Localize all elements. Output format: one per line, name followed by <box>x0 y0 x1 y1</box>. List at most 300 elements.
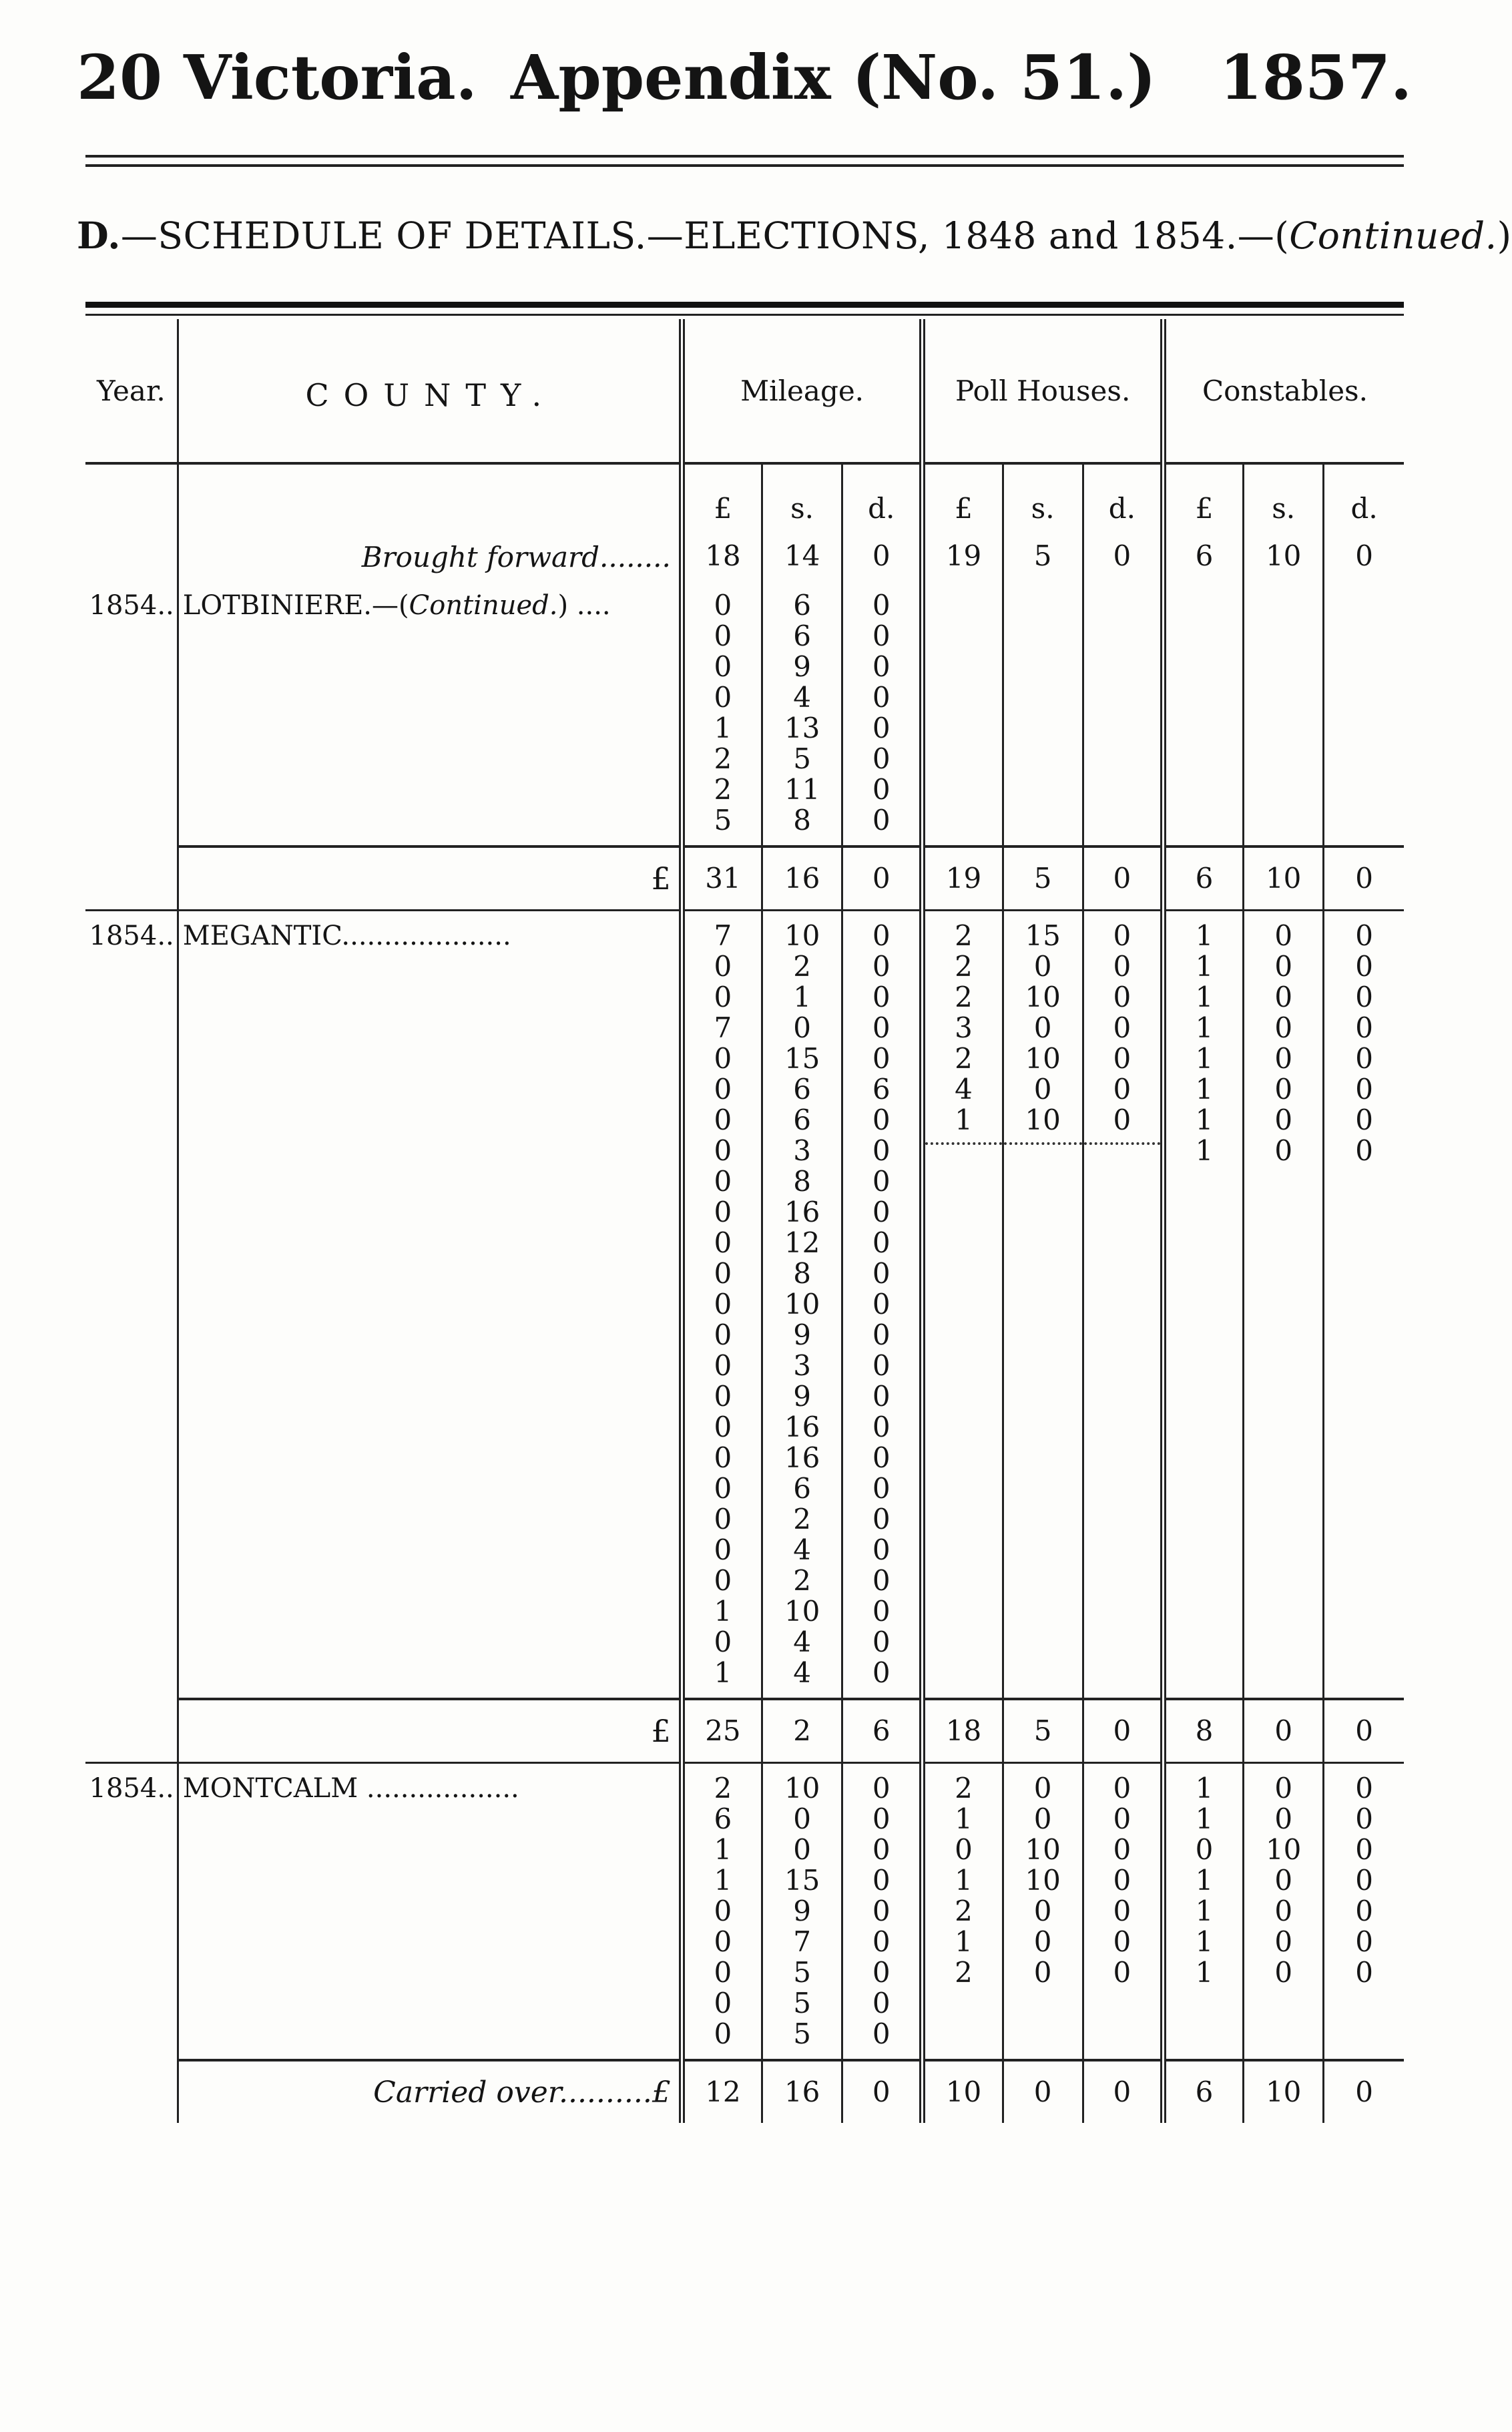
poll-pounds-value: 2 <box>955 1042 973 1075</box>
mileage-pence-value: 0 <box>872 1257 891 1290</box>
poll-shillings-value: 0 <box>1033 1956 1052 1989</box>
county-name-suffix: ) .... <box>557 590 611 621</box>
poll-pounds-value: 1 <box>955 1104 973 1136</box>
mileage-pounds-value: 0 <box>714 1503 732 1535</box>
poll-dotted-filler <box>1084 1136 1160 1145</box>
mileage-shillings-value: 5 <box>793 2017 811 2050</box>
mileage-pence-value: 0 <box>872 1956 891 1989</box>
unit-pounds: £ <box>923 463 1003 531</box>
mileage-pence-value: 0 <box>872 650 891 683</box>
mileage-pounds-column <box>682 581 762 846</box>
constables-pounds-value: 1 <box>1195 1956 1214 1989</box>
mileage-pounds-value: 0 <box>714 1411 732 1443</box>
mileage-pounds-value: 0 <box>714 1165 732 1198</box>
total-year-blank <box>85 846 178 911</box>
total-poll-pounds: 19 <box>923 846 1003 911</box>
constables-shillings-value: 10 <box>1265 1833 1302 1866</box>
mileage-pence-value: 0 <box>872 1925 891 1958</box>
poll-pence-value: 0 <box>1113 1073 1131 1106</box>
mileage-shillings-value: 15 <box>784 1042 820 1075</box>
poll-pence-value: 0 <box>1113 1772 1131 1804</box>
poll-shillings-value: 10 <box>1025 1833 1061 1866</box>
constables-pence-value: 0 <box>1355 919 1373 952</box>
constables-pence-value: 0 <box>1355 1864 1373 1897</box>
poll-shillings-value: 0 <box>1033 1925 1052 1958</box>
mileage-pounds-value: 0 <box>714 1380 732 1413</box>
unit-row <box>85 463 1404 531</box>
mileage-pounds-value: 1 <box>714 1595 732 1628</box>
mileage-shillings-value: 5 <box>793 742 811 775</box>
mileage-pounds-value: 0 <box>714 1987 732 2019</box>
county-section <box>85 581 1404 846</box>
poll-shillings-column <box>1003 581 1083 846</box>
col-poll-houses: Poll Houses. <box>923 319 1164 463</box>
mileage-shillings-value: 16 <box>784 1196 820 1228</box>
constables-shillings-value: 0 <box>1274 1802 1293 1835</box>
poll-pounds-value: 2 <box>955 1895 973 1927</box>
poll-pence-value: 0 <box>1113 919 1131 952</box>
mileage-pounds-value: 0 <box>714 1257 732 1290</box>
constables-pounds-value: 1 <box>1195 1104 1214 1136</box>
poll-pounds-value: 2 <box>955 1956 973 1989</box>
mileage-pence-value: 0 <box>872 1864 891 1897</box>
poll-dotted-filler <box>1004 1136 1082 1145</box>
header-rule-top <box>85 155 1404 158</box>
mileage-shillings-column <box>762 911 842 1699</box>
unit-shillings: s. <box>762 463 842 531</box>
total-mileage-pounds: 25 <box>682 1699 762 1763</box>
county-year: 1854.. <box>89 590 174 621</box>
bf-mileage-pence: 0 <box>842 531 923 581</box>
poll-pence-value: 0 <box>1113 1864 1131 1897</box>
column-header-row <box>85 319 1404 463</box>
mileage-pounds-value: 0 <box>714 1533 732 1566</box>
constables-shillings-value: 0 <box>1274 1772 1293 1804</box>
mileage-pence-value: 0 <box>872 681 891 714</box>
constables-shillings-column <box>1244 1764 1324 2060</box>
mileage-shillings-value: 15 <box>784 1864 820 1897</box>
county-name-italic: Continued. <box>409 590 558 621</box>
constables-pence-value: 0 <box>1355 1802 1373 1835</box>
total-poll-pence: 0 <box>1083 1699 1163 1763</box>
constables-pence-value: 0 <box>1355 1895 1373 1927</box>
mileage-pounds-value: 0 <box>714 1134 732 1167</box>
mileage-pounds-column <box>682 911 762 1699</box>
mileage-pounds-value: 0 <box>714 1895 732 1927</box>
mileage-pence-column <box>842 911 923 1699</box>
mileage-pounds-value: 0 <box>714 1626 732 1658</box>
mileage-shillings-value: 2 <box>793 1564 811 1597</box>
constables-pence-value: 0 <box>1355 1011 1373 1044</box>
mileage-pence-value: 0 <box>872 2017 891 2050</box>
mileage-pence-value: 0 <box>872 1503 891 1535</box>
mileage-pence-value: 0 <box>872 1042 891 1075</box>
mileage-pence-value: 0 <box>872 1134 891 1167</box>
constables-pounds-value: 1 <box>1195 1772 1214 1804</box>
mileage-pence-value: 0 <box>872 1196 891 1228</box>
poll-pounds-value: 2 <box>955 1772 973 1804</box>
poll-shillings-value: 10 <box>1025 1864 1061 1897</box>
total-constables-pence: 0 <box>1324 846 1404 911</box>
brought-forward-row <box>85 531 1404 581</box>
mileage-pounds-value: 0 <box>714 1318 732 1351</box>
mileage-pounds-value: 0 <box>714 1349 732 1382</box>
total-mileage-pence: 6 <box>842 1699 923 1763</box>
mileage-shillings-value: 16 <box>784 1411 820 1443</box>
poll-pounds-value: 2 <box>955 950 973 983</box>
bf-constables-pounds: 6 <box>1163 531 1243 581</box>
total-poll-pounds: 18 <box>923 1699 1003 1763</box>
header-year: 1857. <box>1219 41 1412 113</box>
constables-pounds-value: 0 <box>1195 1833 1214 1866</box>
mileage-shillings-value: 9 <box>793 1895 811 1927</box>
poll-shillings-value: 0 <box>1033 1772 1052 1804</box>
constables-pence-value: 0 <box>1355 1925 1373 1958</box>
mileage-shillings-value: 2 <box>793 950 811 983</box>
section-total-row <box>85 1699 1404 1763</box>
constables-pence-column <box>1324 1764 1404 2060</box>
poll-shillings-column <box>1003 1764 1083 2060</box>
mileage-pence-value: 0 <box>872 1318 891 1351</box>
mileage-pounds-value: 0 <box>714 589 732 622</box>
schedule-title-suffix: ) <box>1497 214 1512 257</box>
mileage-shillings-value: 8 <box>793 1165 811 1198</box>
mileage-pence-value: 0 <box>872 1833 891 1866</box>
col-county: COUNTY. <box>178 319 682 463</box>
mileage-pence-value: 6 <box>872 1073 891 1106</box>
table-rule-thin <box>85 314 1404 316</box>
mileage-pence-value: 0 <box>872 1380 891 1413</box>
mileage-pounds-value: 2 <box>714 742 732 775</box>
poll-pounds-value: 2 <box>955 981 973 1013</box>
mileage-pounds-value: 0 <box>714 1956 732 1989</box>
mileage-pence-value: 0 <box>872 620 891 652</box>
poll-pounds-value: 1 <box>955 1864 973 1897</box>
total-mileage-shillings: 16 <box>762 2060 842 2123</box>
bf-poll-pence: 0 <box>1083 531 1163 581</box>
mileage-shillings-column <box>762 581 842 846</box>
mileage-pounds-column <box>682 1764 762 2060</box>
mileage-shillings-value: 1 <box>793 981 811 1013</box>
total-label: Carried over..........£ <box>178 2060 682 2123</box>
schedule-title-continued: Continued. <box>1289 214 1497 257</box>
constables-shillings-value: 0 <box>1274 1956 1293 1989</box>
constables-shillings-value: 0 <box>1274 1073 1293 1106</box>
total-poll-shillings: 5 <box>1003 1699 1083 1763</box>
constables-pounds-value: 1 <box>1195 1802 1214 1835</box>
unit-blank <box>178 463 682 531</box>
mileage-shillings-value: 0 <box>793 1833 811 1866</box>
mileage-pounds-value: 0 <box>714 1925 732 1958</box>
poll-shillings-value: 10 <box>1025 1042 1061 1075</box>
mileage-pounds-value: 0 <box>714 681 732 714</box>
constables-pounds-column <box>1163 581 1243 846</box>
mileage-shillings-column <box>762 1764 842 2060</box>
total-constables-pence: 0 <box>1324 2060 1404 2123</box>
mileage-shillings-value: 5 <box>793 1987 811 2019</box>
constables-pence-column <box>1324 581 1404 846</box>
poll-pence-column <box>1083 911 1163 1699</box>
mileage-pounds-value: 2 <box>714 1772 732 1804</box>
mileage-pence-value: 0 <box>872 1411 891 1443</box>
mileage-pounds-value: 7 <box>714 919 732 952</box>
total-mileage-pounds: 12 <box>682 2060 762 2123</box>
schedule-letter: D. <box>77 214 121 257</box>
county-year: 1854.. <box>89 1773 174 1804</box>
header-rule-bottom <box>85 164 1404 167</box>
total-mileage-shillings: 16 <box>762 846 842 911</box>
county-name-text: LOTBINIERE.—( <box>182 590 409 621</box>
poll-pence-column <box>1083 581 1163 846</box>
mileage-pence-value: 0 <box>872 804 891 836</box>
mileage-pounds-value: 5 <box>714 804 732 836</box>
poll-shillings-value: 0 <box>1033 1011 1052 1044</box>
county-name <box>178 1764 682 2060</box>
header-appendix: Appendix (No. 51.) <box>511 41 1156 113</box>
mileage-shillings-value: 9 <box>793 650 811 683</box>
mileage-pounds-value: 1 <box>714 712 732 744</box>
poll-pence-value: 0 <box>1113 1925 1131 1958</box>
poll-pence-value: 0 <box>1113 1895 1131 1927</box>
mileage-pence-value: 0 <box>872 1656 891 1689</box>
constables-pence-column <box>1324 911 1404 1699</box>
county-year: 1854.. <box>89 921 174 951</box>
mileage-pence-column <box>842 1764 923 2060</box>
constables-shillings-value: 0 <box>1274 1042 1293 1075</box>
constables-shillings-value: 0 <box>1274 950 1293 983</box>
poll-pounds-value: 1 <box>955 1925 973 1958</box>
mileage-shillings-value: 6 <box>793 1104 811 1136</box>
poll-pounds-value: 3 <box>955 1011 973 1044</box>
unit-shillings: s. <box>1244 463 1324 531</box>
mileage-shillings-value: 10 <box>784 1288 820 1320</box>
total-poll-pounds: 10 <box>923 2060 1003 2123</box>
col-constables: Constables. <box>1163 319 1404 463</box>
constables-shillings-value: 0 <box>1274 1864 1293 1897</box>
poll-pence-value: 0 <box>1113 1802 1131 1835</box>
mileage-pence-value: 0 <box>872 1165 891 1198</box>
constables-pounds-value: 1 <box>1195 981 1214 1013</box>
mileage-pence-value: 0 <box>872 1626 891 1658</box>
mileage-pounds-value: 0 <box>714 650 732 683</box>
mileage-shillings-value: 2 <box>793 1503 811 1535</box>
total-constables-pounds: 8 <box>1163 1699 1243 1763</box>
mileage-pounds-value: 2 <box>714 773 732 806</box>
constables-pence-value: 0 <box>1355 950 1373 983</box>
mileage-pounds-value: 0 <box>714 1042 732 1075</box>
mileage-pence-value: 0 <box>872 712 891 744</box>
mileage-pounds-value: 0 <box>714 1472 732 1505</box>
mileage-pence-value: 0 <box>872 919 891 952</box>
mileage-shillings-value: 5 <box>793 1956 811 1989</box>
brought-forward-label: Brought forward........ <box>178 531 682 581</box>
mileage-pounds-value: 7 <box>714 1011 732 1044</box>
total-year-blank <box>85 2060 178 2123</box>
mileage-pounds-value: 0 <box>714 981 732 1013</box>
poll-shillings-value: 10 <box>1025 1104 1061 1136</box>
bf-constables-shillings: 10 <box>1244 531 1324 581</box>
poll-shillings-value: 0 <box>1033 950 1052 983</box>
poll-dotted-filler <box>925 1136 1001 1145</box>
poll-shillings-value: 10 <box>1025 981 1061 1013</box>
mileage-shillings-value: 8 <box>793 804 811 836</box>
mileage-pounds-value: 0 <box>714 1073 732 1106</box>
constables-pounds-value: 1 <box>1195 1864 1214 1897</box>
mileage-pence-value: 0 <box>872 1802 891 1835</box>
constables-shillings-value: 0 <box>1274 1011 1293 1044</box>
mileage-pence-value: 0 <box>872 1011 891 1044</box>
constables-pounds-value: 1 <box>1195 1895 1214 1927</box>
mileage-pence-value: 0 <box>872 1288 891 1320</box>
poll-pence-value: 0 <box>1113 1956 1131 1989</box>
mileage-pence-value: 0 <box>872 1595 891 1628</box>
mileage-shillings-value: 4 <box>793 681 811 714</box>
poll-pounds-column <box>923 1764 1003 2060</box>
total-constables-pounds: 6 <box>1163 846 1243 911</box>
poll-pence-value: 0 <box>1113 1104 1131 1136</box>
mileage-shillings-value: 9 <box>793 1318 811 1351</box>
mileage-pence-value: 0 <box>872 1772 891 1804</box>
county-section <box>85 1764 1404 2060</box>
mileage-pounds-value: 1 <box>714 1833 732 1866</box>
county-section <box>85 911 1404 1699</box>
poll-shillings-value: 0 <box>1033 1895 1052 1927</box>
header-session: 20 Victoria. <box>77 41 477 113</box>
section-total-row <box>85 2060 1404 2123</box>
unit-pounds: £ <box>1163 463 1243 531</box>
constables-pounds-value: 1 <box>1195 1011 1214 1044</box>
total-constables-shillings: 10 <box>1244 2060 1324 2123</box>
mileage-pounds-value: 0 <box>714 1196 732 1228</box>
mileage-shillings-value: 6 <box>793 589 811 622</box>
constables-pounds-value: 1 <box>1195 1073 1214 1106</box>
bf-poll-pounds: 19 <box>923 531 1003 581</box>
mileage-shillings-value: 10 <box>784 919 820 952</box>
schedule-title <box>77 214 1512 257</box>
mileage-pence-value: 0 <box>872 1226 891 1259</box>
mileage-shillings-value: 4 <box>793 1626 811 1658</box>
mileage-pounds-value: 1 <box>714 1656 732 1689</box>
poll-pounds-value: 0 <box>955 1833 973 1866</box>
mileage-pence-value: 0 <box>872 950 891 983</box>
mileage-shillings-value: 3 <box>793 1134 811 1167</box>
constables-pounds-value: 1 <box>1195 1925 1214 1958</box>
mileage-pence-column <box>842 581 923 846</box>
constables-shillings-value: 0 <box>1274 1104 1293 1136</box>
constables-pounds-value: 1 <box>1195 950 1214 983</box>
mileage-shillings-value: 0 <box>793 1802 811 1835</box>
mileage-pence-value: 0 <box>872 1987 891 2019</box>
mileage-shillings-value: 4 <box>793 1533 811 1566</box>
total-year-blank <box>85 1699 178 1763</box>
poll-pounds-column <box>923 581 1003 846</box>
mileage-shillings-value: 6 <box>793 1472 811 1505</box>
total-mileage-shillings: 2 <box>762 1699 842 1763</box>
schedule-title-main: —SCHEDULE OF DETAILS.—ELECTIONS, 1848 and 1854.—( <box>120 214 1290 257</box>
mileage-pounds-value: 0 <box>714 620 732 652</box>
poll-pence-value: 0 <box>1113 1042 1131 1075</box>
poll-pence-value: 0 <box>1113 1011 1131 1044</box>
mileage-pence-value: 0 <box>872 1533 891 1566</box>
unit-shillings: s. <box>1003 463 1083 531</box>
poll-shillings-column <box>1003 911 1083 1699</box>
bf-mileage-shillings: 14 <box>762 531 842 581</box>
constables-pence-value: 0 <box>1355 1956 1373 1989</box>
mileage-pence-value: 0 <box>872 981 891 1013</box>
poll-pence-value: 0 <box>1113 981 1131 1013</box>
bf-mileage-pounds: 18 <box>682 531 762 581</box>
mileage-shillings-value: 4 <box>793 1656 811 1689</box>
mileage-pounds-value: 0 <box>714 1104 732 1136</box>
poll-pounds-value: 4 <box>955 1073 973 1106</box>
mileage-shillings-value: 12 <box>784 1226 820 1259</box>
mileage-pence-value: 0 <box>872 773 891 806</box>
total-constables-shillings: 10 <box>1244 846 1324 911</box>
total-poll-shillings: 0 <box>1003 2060 1083 2123</box>
mileage-pounds-value: 0 <box>714 1441 732 1474</box>
mileage-pence-value: 0 <box>872 1564 891 1597</box>
constables-pounds-column <box>1163 911 1243 1699</box>
county-name <box>178 911 682 1699</box>
poll-shillings-value: 15 <box>1025 919 1061 952</box>
mileage-shillings-value: 16 <box>784 1441 820 1474</box>
section-total-row <box>85 846 1404 911</box>
mileage-pounds-value: 0 <box>714 1226 732 1259</box>
constables-shillings-column <box>1244 911 1324 1699</box>
constables-pounds-value: 1 <box>1195 1042 1214 1075</box>
mileage-shillings-value: 7 <box>793 1925 811 1958</box>
col-mileage: Mileage. <box>682 319 923 463</box>
constables-pence-value: 0 <box>1355 1042 1373 1075</box>
mileage-shillings-value: 6 <box>793 1073 811 1106</box>
mileage-pounds-value: 1 <box>714 1864 732 1897</box>
constables-shillings-value: 0 <box>1274 1134 1293 1167</box>
mileage-pence-value: 0 <box>872 589 891 622</box>
mileage-shillings-value: 0 <box>793 1011 811 1044</box>
total-poll-pence: 0 <box>1083 846 1163 911</box>
constables-pence-value: 0 <box>1355 1772 1373 1804</box>
constables-pence-value: 0 <box>1355 1073 1373 1106</box>
constables-pounds-value: 1 <box>1195 919 1214 952</box>
poll-shillings-value: 0 <box>1033 1802 1052 1835</box>
total-label: £ <box>178 846 682 911</box>
poll-pence-value: 0 <box>1113 950 1131 983</box>
bf-year <box>85 531 178 581</box>
schedule-table <box>85 319 1404 2123</box>
poll-pounds-value: 1 <box>955 1802 973 1835</box>
unit-blank <box>85 463 178 531</box>
mileage-shillings-value: 6 <box>793 620 811 652</box>
mileage-pence-value: 0 <box>872 1472 891 1505</box>
constables-pounds-column <box>1163 1764 1243 2060</box>
constables-shillings-value: 0 <box>1274 981 1293 1013</box>
mileage-pounds-value: 0 <box>714 950 732 983</box>
mileage-pence-value: 0 <box>872 1104 891 1136</box>
constables-pence-value: 0 <box>1355 1833 1373 1866</box>
total-poll-pence: 0 <box>1083 2060 1163 2123</box>
mileage-pence-value: 0 <box>872 742 891 775</box>
county-name <box>178 581 682 846</box>
constables-pence-value: 0 <box>1355 981 1373 1013</box>
county-name-text: MEGANTIC.................... <box>182 921 511 951</box>
table-rule-thick <box>85 302 1404 308</box>
total-mileage-pence: 0 <box>842 2060 923 2123</box>
mileage-shillings-value: 8 <box>793 1257 811 1290</box>
mileage-shillings-value: 10 <box>784 1595 820 1628</box>
mileage-shillings-value: 10 <box>784 1772 820 1804</box>
total-mileage-pence: 0 <box>842 846 923 911</box>
bf-constables-pence: 0 <box>1324 531 1404 581</box>
